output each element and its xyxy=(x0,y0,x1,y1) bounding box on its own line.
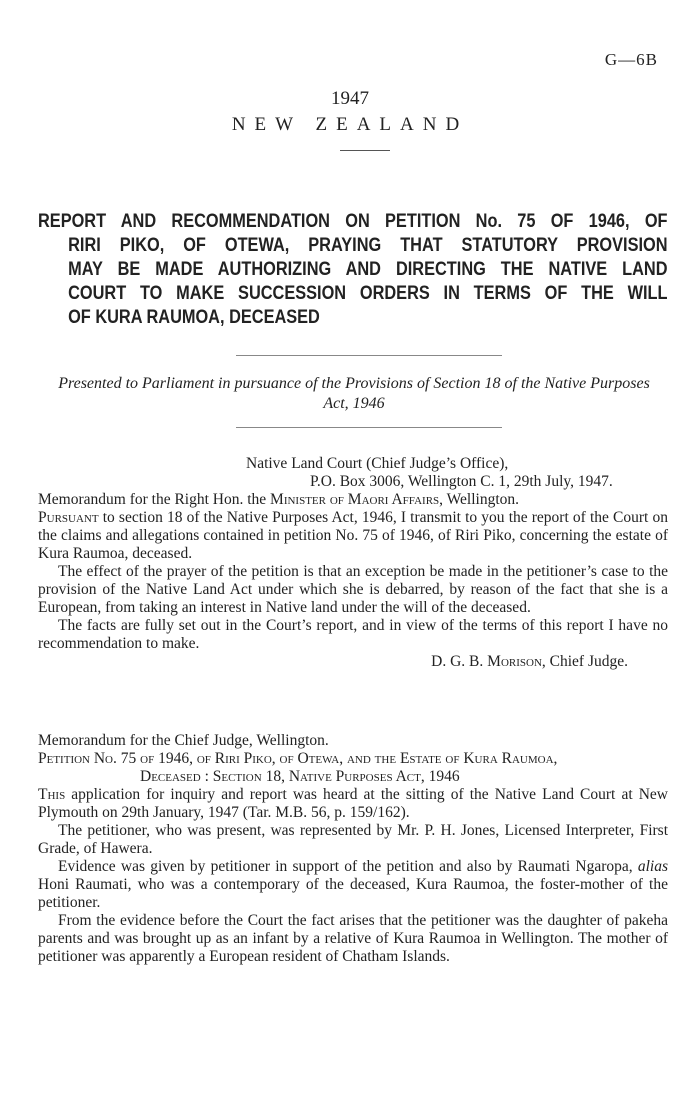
presented-line: Presented to Parliament in pursuance of the Provisions of Section 18 of the Native Purposes xyxy=(58,375,650,392)
minister-title: Minister of Maori Affairs xyxy=(270,491,440,508)
paragraph-body: Evidence was given by petitioner in support of the petition and also by Raumati Ngaropa, xyxy=(58,858,638,875)
covering-memorandum xyxy=(38,455,668,671)
memo-prefix: Memorandum for the Right Hon. the xyxy=(38,491,271,508)
report-heading: Deceased : Section 18, Native Purposes Act, 1946 xyxy=(140,768,460,785)
paragraph: From the evidence before the Court the fact arises that the petitioner was the daughter of pakeha parents and was brought up as an infant by a relative of Kura Raumoa in Wellington. The mother of petitioner was apparently a European resident of Chatham Islands. xyxy=(38,912,668,965)
alias-word: alias xyxy=(637,858,668,875)
title-line: COURT TO MAKE SUCCESSION ORDERS IN TERMS OF THE WILL xyxy=(68,283,668,304)
address-line: Native Land Court (Chief Judge’s Office), xyxy=(246,455,509,472)
title-divider xyxy=(236,355,502,356)
paragraph-lead: Pursuant xyxy=(38,509,99,526)
signature-name: Morison xyxy=(487,653,542,670)
paragraph-body: to section 18 of the Native Purposes Act, 1946, I transmit to you the report of the Court on the claims and allegations contained in petition No. 75 of 1946, of Riri Piko, concerning the estate of Kura Raumoa, deceased. xyxy=(38,509,668,562)
signature-initials: D. G. B. xyxy=(431,653,488,670)
country-heading: NEW ZEALAND xyxy=(231,114,469,135)
paragraph-lead: This xyxy=(38,786,66,803)
paragraph-body: application for inquiry and report was heard at the sitting of the Native Land Court at New Plymouth on 29th January, 1947 (Tar. M.B. 56, p. 159/162). xyxy=(38,786,668,821)
paragraph xyxy=(38,858,668,912)
paragraph: The petitioner, who was present, was represented by Mr. P. H. Jones, Licensed Interpreter, First Grade, of Hawera. xyxy=(38,822,668,857)
report-title xyxy=(38,210,668,330)
court-report xyxy=(38,732,668,966)
presented-line: Act, 1946 xyxy=(323,395,385,412)
memo-addressee: Memorandum for the Chief Judge, Wellington. xyxy=(38,732,329,749)
paragraph: The facts are fully set out in the Court’s report, and in view of the terms of this report I have no recommendation to make. xyxy=(38,617,668,652)
signature xyxy=(38,653,668,671)
document-reference: G—6B xyxy=(604,50,658,69)
paragraph-body: Honi Raumati, who was a contemporary of the deceased, Kura Raumoa, the foster-mother of the petitioner. xyxy=(38,876,668,911)
title-line: OF KURA RAUMOA, DECEASED xyxy=(68,307,320,328)
title-line: MAY BE MADE AUTHORIZING AND DIRECTING THE NATIVE LAND xyxy=(68,259,668,280)
header-divider xyxy=(340,150,390,151)
report-heading: Petition No. 75 of 1946, of Riri Piko, of Otewa, and the Estate of Kura Raumoa, xyxy=(38,750,558,767)
paragraph xyxy=(38,786,668,822)
presented-divider xyxy=(236,427,502,428)
title-line: RIRI PIKO, OF OTEWA, PRAYING THAT STATUTORY PROVISION xyxy=(68,235,668,256)
memo-addressee xyxy=(38,491,668,509)
paragraph xyxy=(38,509,668,563)
memo-suffix: , Wellington. xyxy=(439,491,519,508)
signature-title: , Chief Judge. xyxy=(541,653,628,670)
presented-note xyxy=(40,374,668,414)
document-year: 1947 xyxy=(331,88,369,109)
paragraph: The effect of the prayer of the petition is that an exception be made in the petitioner’s case to the provision of the Native Land Act under which she is debarred, by reason of the fact that she is a European, from taking an interest in Native land under the will of the deceased. xyxy=(38,563,668,616)
title-line: REPORT AND RECOMMENDATION ON PETITION No. 75 OF 1946, OF xyxy=(38,211,668,232)
address-line: P.O. Box 3006, Wellington C. 1, 29th July, 1947. xyxy=(310,473,613,490)
